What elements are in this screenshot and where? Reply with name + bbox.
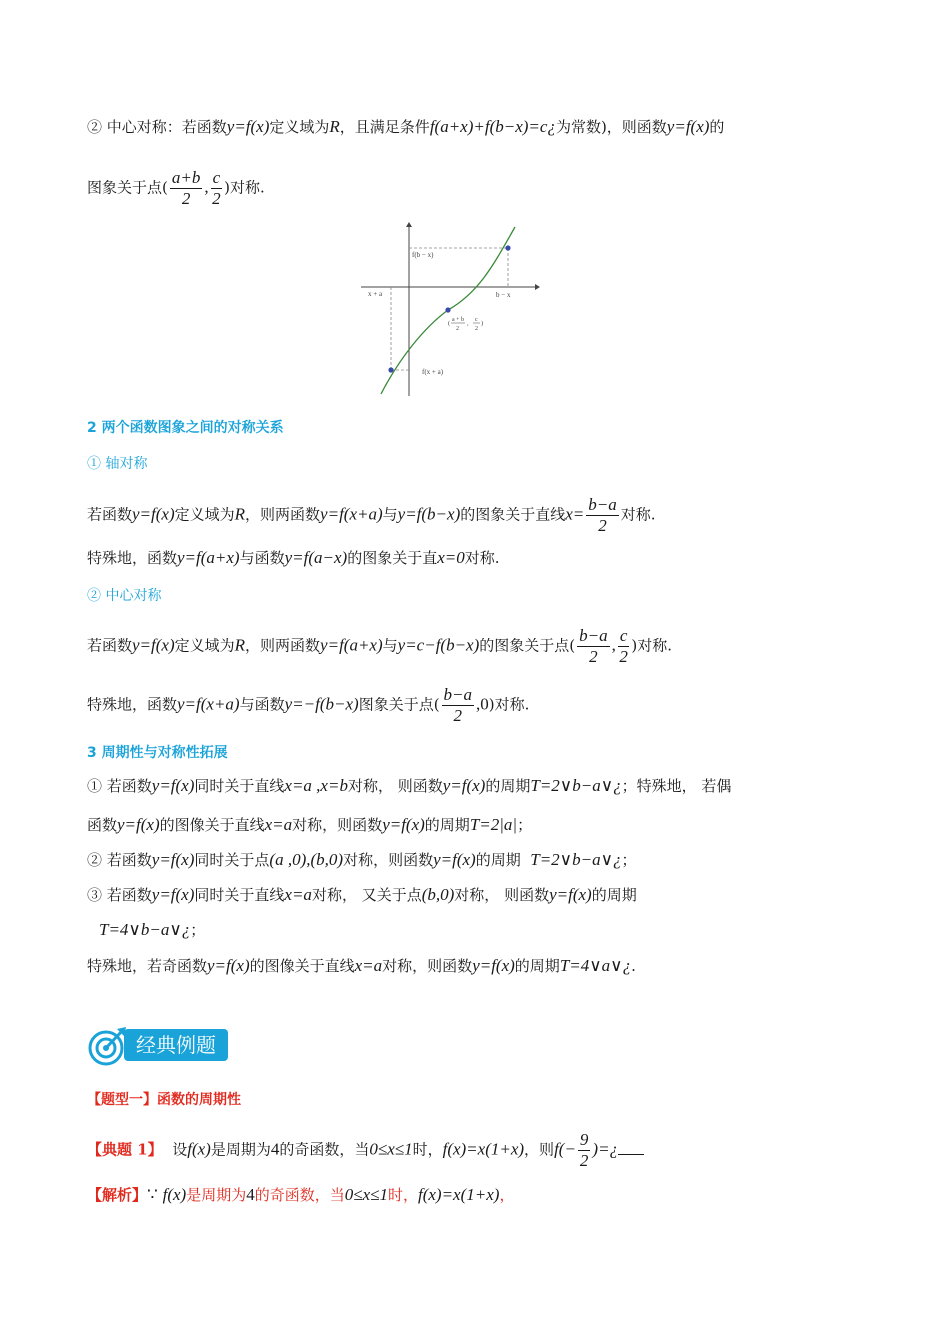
period-item-3-line-1: ③ 若函数y=f(x)同时关于直线x=a对称， 又关于点(b,0)对称， 则函数y=f(x)的周期 (87, 885, 637, 904)
section-2-heading: 2 两个函数图象之间的对称关系 (87, 420, 284, 436)
period-item-1-line-2: 函数y=f(x)的图像关于直线x=a对称，则函数y=f(x)的周期T=2|a|； (87, 815, 533, 834)
svg-text:): ) (481, 320, 484, 327)
svg-text:x + a: x + a (368, 290, 383, 298)
svg-text:2: 2 (475, 326, 478, 332)
example-1-question: 【典题 1】 设f(x)是周期为4的奇函数，当0≤x≤1时，f(x)=x(1+x)，则f(− $\frac{9}{2}$ )=¿ (87, 1130, 644, 1171)
solution-label: 【解析】 (87, 1186, 148, 1204)
svg-text:2: 2 (456, 326, 459, 332)
period-item-2: ② 若函数y=f(x)同时关于点(a ,0),(b,0)对称，则函数y=f(x)的周期 T=2∨b−a∨¿； (87, 850, 637, 869)
svg-text:b − x: b − x (496, 291, 511, 299)
example-1-solution: 【解析】∵ f(x)是周期为4的奇函数，当0≤x≤1时，f(x)=x(1+x)， (87, 1185, 515, 1204)
classic-examples-banner: 经典例题 (124, 1029, 228, 1061)
period-special-odd: 特殊地，若奇函数y=f(x)的图像关于直线x=a对称，则函数y=f(x)的周期T=4∨a∨¿. (87, 956, 636, 975)
axis-symmetry-line-1: 若函数y=f(x)定义域为R，则两函数y=f(x+a)与y=f(b−x)的图象关于直线x= $\frac{b-a}{2}$ 对称. (87, 495, 656, 535)
central-symmetry-line-2: 特殊地，函数y=f(x+a)与函数y=−f(b−x)图象关于点( $\frac{b-a}{2}$ ,0)对称. (87, 685, 530, 725)
svg-text:f(b − x): f(b − x) (412, 251, 434, 259)
axis-symmetry-subheading: ① 轴对称 (87, 456, 148, 472)
central-symmetry-subheading: ② 中心对称 (87, 588, 162, 604)
point-symmetry-line-1: ② 中心对称：若函数y=f(x)定义域为R，且满足条件f(a+x)+f(b−x)=c¿为常数)，则函数y=f(x)的 (87, 117, 725, 136)
svg-text:a + b: a + b (452, 317, 465, 323)
axis-symmetry-line-2: 特殊地，函数y=f(a+x)与函数y=f(a−x)的图象关于直x=0对称. (87, 548, 500, 567)
svg-text:,: , (467, 320, 469, 327)
central-symmetry-line-1: 若函数y=f(x)定义域为R，则两函数y=f(a+x)与y=c−f(b−x)的图象关于点( $\frac{b-a}{2}$ , $\frac{c}{2}$ )对称. (87, 626, 673, 666)
example-label: 【典题 1】 (87, 1140, 163, 1159)
point-f-x-a (388, 367, 393, 372)
section-3-heading: 3 周期性与对称性拓展 (87, 745, 228, 761)
period-item-3-line-2: T=4∨b−a∨¿； (99, 920, 206, 939)
symmetry-graph (355, 222, 540, 398)
point-f-b-x (505, 245, 510, 250)
svg-text:c: c (475, 317, 478, 323)
question-type-heading: 【题型一】函数的周期性 (87, 1092, 241, 1108)
period-item-1-line-1: ① 若函数y=f(x)同时关于直线x=a ,x=b对称， 则函数y=f(x)的周期T=2∨b−a∨¿；特殊地， 若偶 (87, 776, 732, 795)
svg-text:f(x + a): f(x + a) (422, 368, 444, 376)
point-midpoint (445, 307, 450, 312)
answer-blank (618, 1140, 644, 1155)
point-symmetry-line-2: 图象关于点( $\frac{a+b}{2}$ , $\frac{c}{2}$ )对称. (87, 168, 265, 208)
svg-text:(: ( (448, 320, 451, 327)
target-icon (86, 1025, 128, 1067)
